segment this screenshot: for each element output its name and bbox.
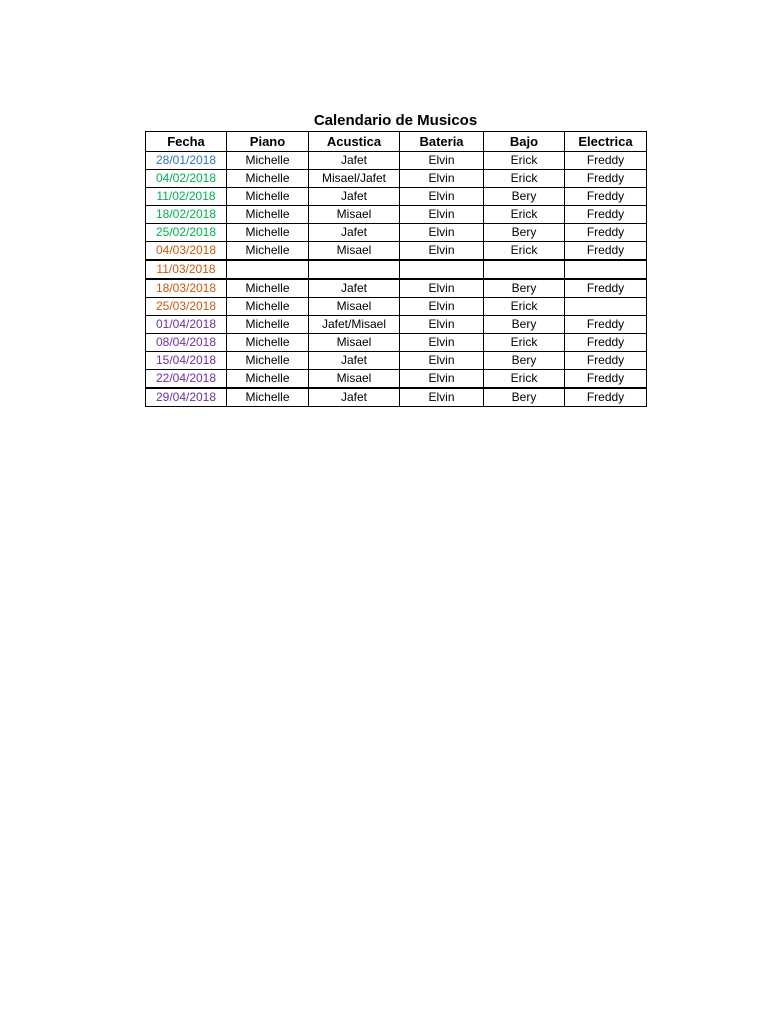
table-row bbox=[146, 224, 647, 242]
cell-electrica: Freddy bbox=[565, 316, 647, 334]
cell-bateria: Elvin bbox=[400, 170, 484, 188]
cell-acustica: Jafet bbox=[309, 152, 400, 170]
cell-acustica: Jafet bbox=[309, 388, 400, 407]
cell-bateria: Elvin bbox=[400, 279, 484, 298]
cell-piano: Michelle bbox=[227, 334, 309, 352]
cell-fecha: 04/02/2018 bbox=[146, 170, 227, 188]
cell-piano: Michelle bbox=[227, 370, 309, 389]
cell-electrica bbox=[565, 260, 647, 279]
cell-fecha: 15/04/2018 bbox=[146, 352, 227, 370]
header-bajo: Bajo bbox=[484, 132, 565, 152]
header-electrica: Electrica bbox=[565, 132, 647, 152]
cell-fecha: 04/03/2018 bbox=[146, 242, 227, 261]
table-row bbox=[146, 170, 647, 188]
cell-fecha: 18/03/2018 bbox=[146, 279, 227, 298]
cell-electrica: Freddy bbox=[565, 334, 647, 352]
cell-piano: Michelle bbox=[227, 279, 309, 298]
cell-bateria: Elvin bbox=[400, 242, 484, 261]
schedule-body bbox=[146, 152, 647, 407]
cell-fecha: 28/01/2018 bbox=[146, 152, 227, 170]
cell-bateria: Elvin bbox=[400, 298, 484, 316]
table-row bbox=[146, 279, 647, 298]
table-row bbox=[146, 298, 647, 316]
cell-acustica bbox=[309, 260, 400, 279]
cell-bajo: Bery bbox=[484, 316, 565, 334]
cell-bajo: Bery bbox=[484, 224, 565, 242]
cell-piano bbox=[227, 260, 309, 279]
cell-bateria: Elvin bbox=[400, 188, 484, 206]
cell-acustica: Jafet bbox=[309, 352, 400, 370]
header-row bbox=[146, 132, 647, 152]
cell-bateria: Elvin bbox=[400, 334, 484, 352]
cell-electrica: Freddy bbox=[565, 370, 647, 389]
cell-piano: Michelle bbox=[227, 224, 309, 242]
cell-fecha: 11/02/2018 bbox=[146, 188, 227, 206]
cell-acustica: Misael/Jafet bbox=[309, 170, 400, 188]
cell-acustica: Misael bbox=[309, 242, 400, 261]
cell-bateria: Elvin bbox=[400, 352, 484, 370]
cell-acustica: Misael bbox=[309, 370, 400, 389]
header-bateria: Bateria bbox=[400, 132, 484, 152]
cell-bajo: Bery bbox=[484, 188, 565, 206]
table-row bbox=[146, 352, 647, 370]
cell-piano: Michelle bbox=[227, 298, 309, 316]
cell-bajo: Erick bbox=[484, 152, 565, 170]
cell-electrica: Freddy bbox=[565, 206, 647, 224]
table-row bbox=[146, 260, 647, 279]
cell-fecha: 29/04/2018 bbox=[146, 388, 227, 407]
cell-electrica: Freddy bbox=[565, 188, 647, 206]
table-row bbox=[146, 316, 647, 334]
cell-electrica: Freddy bbox=[565, 224, 647, 242]
header-acustica: Acustica bbox=[309, 132, 400, 152]
cell-bajo: Erick bbox=[484, 242, 565, 261]
cell-piano: Michelle bbox=[227, 388, 309, 407]
cell-acustica: Jafet bbox=[309, 188, 400, 206]
cell-acustica: Jafet bbox=[309, 224, 400, 242]
cell-bajo: Erick bbox=[484, 298, 565, 316]
cell-fecha: 01/04/2018 bbox=[146, 316, 227, 334]
cell-piano: Michelle bbox=[227, 206, 309, 224]
table-row bbox=[146, 334, 647, 352]
cell-fecha: 25/02/2018 bbox=[146, 224, 227, 242]
cell-piano: Michelle bbox=[227, 188, 309, 206]
cell-bajo: Bery bbox=[484, 279, 565, 298]
cell-bateria: Elvin bbox=[400, 206, 484, 224]
cell-bateria: Elvin bbox=[400, 152, 484, 170]
cell-bajo: Bery bbox=[484, 352, 565, 370]
table-row bbox=[146, 188, 647, 206]
cell-acustica: Jafet/Misael bbox=[309, 316, 400, 334]
cell-electrica: Freddy bbox=[565, 279, 647, 298]
table-row bbox=[146, 370, 647, 389]
cell-acustica: Misael bbox=[309, 206, 400, 224]
cell-electrica: Freddy bbox=[565, 242, 647, 261]
cell-bajo: Erick bbox=[484, 370, 565, 389]
cell-bateria bbox=[400, 260, 484, 279]
cell-acustica: Misael bbox=[309, 334, 400, 352]
table-row bbox=[146, 242, 647, 261]
cell-piano: Michelle bbox=[227, 242, 309, 261]
cell-bateria: Elvin bbox=[400, 388, 484, 407]
cell-electrica: Freddy bbox=[565, 170, 647, 188]
cell-piano: Michelle bbox=[227, 316, 309, 334]
header-fecha: Fecha bbox=[146, 132, 227, 152]
cell-fecha: 08/04/2018 bbox=[146, 334, 227, 352]
table-row bbox=[146, 206, 647, 224]
cell-electrica: Freddy bbox=[565, 388, 647, 407]
header-piano: Piano bbox=[227, 132, 309, 152]
cell-piano: Michelle bbox=[227, 170, 309, 188]
cell-fecha: 22/04/2018 bbox=[146, 370, 227, 389]
cell-piano: Michelle bbox=[227, 352, 309, 370]
schedule-sheet bbox=[145, 110, 646, 407]
cell-bajo bbox=[484, 260, 565, 279]
cell-electrica: Freddy bbox=[565, 152, 647, 170]
page-title: Calendario de Musicos bbox=[313, 112, 478, 129]
cell-bateria: Elvin bbox=[400, 370, 484, 389]
cell-electrica: Freddy bbox=[565, 352, 647, 370]
cell-piano: Michelle bbox=[227, 152, 309, 170]
cell-fecha: 11/03/2018 bbox=[146, 260, 227, 279]
cell-fecha: 18/02/2018 bbox=[146, 206, 227, 224]
cell-acustica: Misael bbox=[309, 298, 400, 316]
cell-bajo: Erick bbox=[484, 170, 565, 188]
cell-bateria: Elvin bbox=[400, 224, 484, 242]
cell-bateria: Elvin bbox=[400, 316, 484, 334]
cell-fecha: 25/03/2018 bbox=[146, 298, 227, 316]
cell-bajo: Erick bbox=[484, 206, 565, 224]
cell-bajo: Bery bbox=[484, 388, 565, 407]
table-row bbox=[146, 152, 647, 170]
cell-bajo: Erick bbox=[484, 334, 565, 352]
schedule-table bbox=[145, 131, 647, 407]
cell-electrica bbox=[565, 298, 647, 316]
table-row bbox=[146, 388, 647, 407]
cell-acustica: Jafet bbox=[309, 279, 400, 298]
